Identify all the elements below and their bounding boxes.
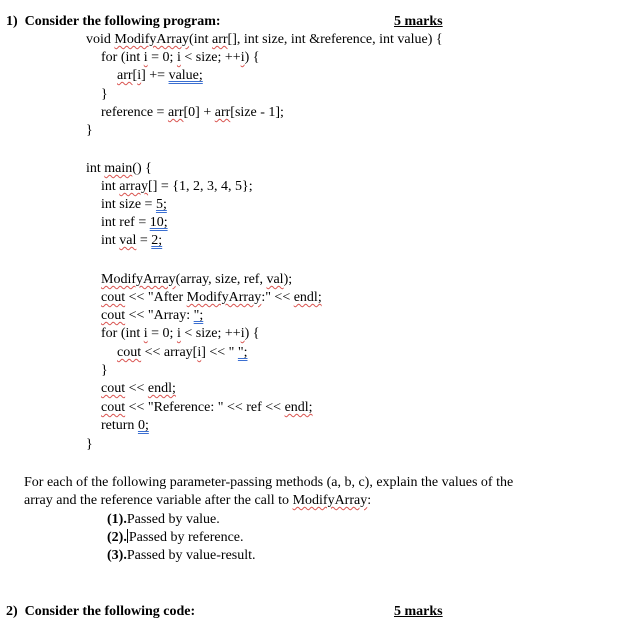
main-signature: int main() { bbox=[86, 161, 152, 176]
main-array-decl: int array[] = {1, 2, 3, 4, 5}; bbox=[101, 179, 253, 194]
main-cout-endl: cout << endl; bbox=[101, 381, 176, 396]
question-2-marks: 5 marks bbox=[394, 604, 443, 619]
main-cout-after: cout << "After ModifyArray:" << endl; bbox=[101, 290, 322, 305]
func-for-loop: for (int i = 0; i < size; ++i) { bbox=[101, 50, 260, 65]
main-close: } bbox=[86, 437, 93, 452]
question-1-marks: 5 marks bbox=[394, 14, 443, 29]
main-size-decl: int size = 5; bbox=[101, 197, 167, 212]
option-pass-by-reference: (2). Passed by reference. bbox=[107, 530, 244, 545]
main-call: ModifyArray(array, size, ref, val); bbox=[101, 272, 293, 287]
option-pass-by-value: (1).Passed by value. bbox=[107, 512, 220, 527]
main-ref-decl: int ref = 10; bbox=[101, 215, 168, 230]
question-2-heading: 2) Consider the following code: bbox=[6, 604, 196, 619]
func-reference-assign: reference = arr[0] + arr[size - 1]; bbox=[101, 105, 284, 120]
func-loop-body: arr[i] += value; bbox=[117, 68, 203, 83]
func-close: } bbox=[86, 123, 93, 138]
main-cout-reference: cout << "Reference: " << ref << endl; bbox=[101, 400, 313, 415]
instructions-line-2: array and the reference variable after the call to ModifyArray: bbox=[24, 493, 372, 508]
question-1-heading: 1) Consider the following program: bbox=[6, 14, 221, 29]
main-loop-body: cout << array[i] << " "; bbox=[117, 345, 248, 360]
func-signature: void ModifyArray(int arr[], int size, int &reference, int value) { bbox=[86, 32, 443, 47]
func-loop-close: } bbox=[101, 87, 108, 102]
instructions-line-1: For each of the following parameter-passing methods (a, b, c), explain the values of the bbox=[24, 475, 514, 490]
main-cout-array: cout << "Array: "; bbox=[101, 308, 204, 323]
option-pass-by-value-result: (3).Passed by value-result. bbox=[107, 548, 256, 563]
main-loop-close: } bbox=[101, 363, 108, 378]
main-for-loop: for (int i = 0; i < size; ++i) { bbox=[101, 326, 260, 341]
main-val-decl: int val = 2; bbox=[101, 233, 163, 248]
main-return: return 0; bbox=[101, 418, 149, 433]
text-cursor bbox=[127, 529, 128, 543]
